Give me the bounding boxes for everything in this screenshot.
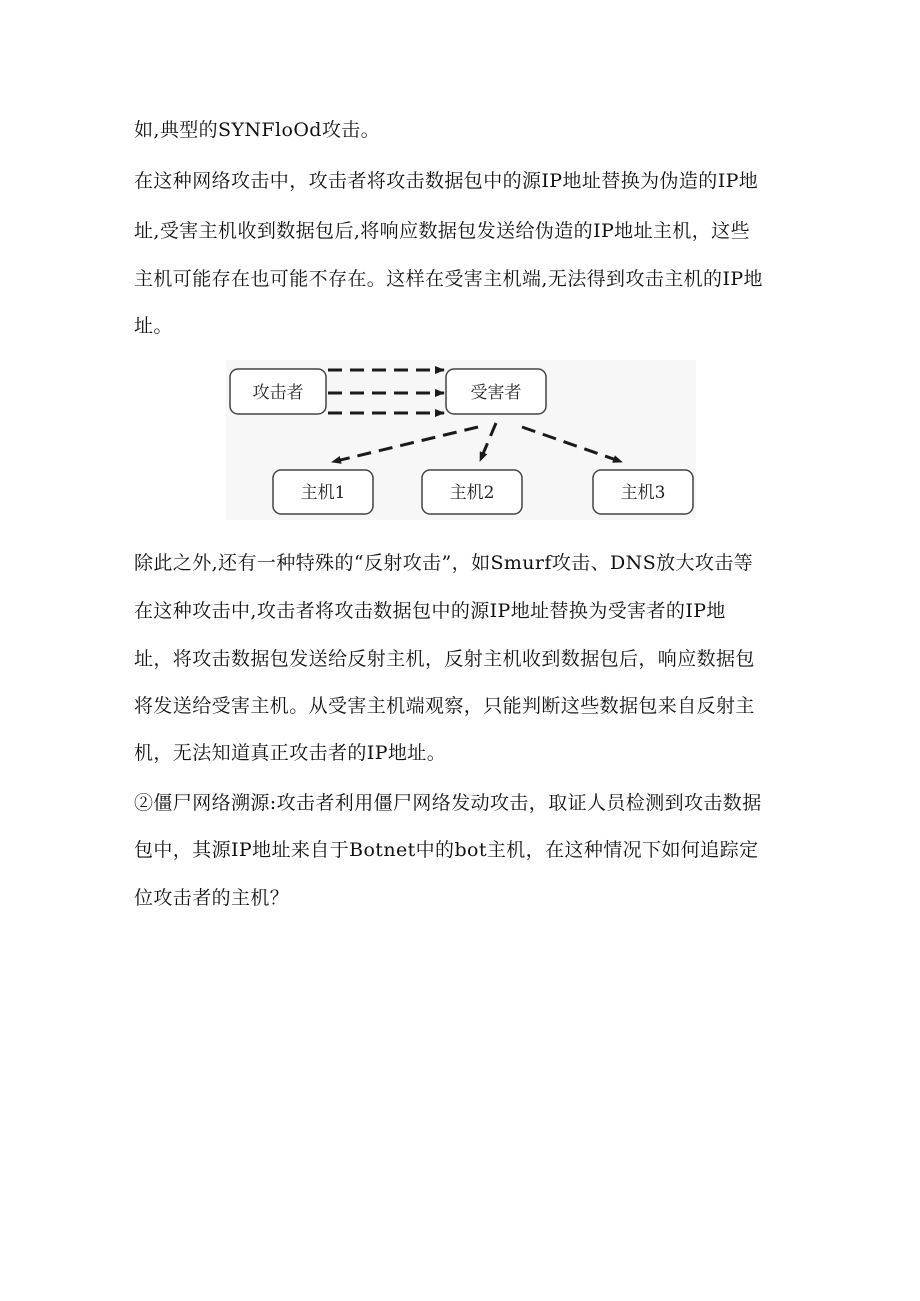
node-host3	[593, 470, 693, 514]
node-host2-label: 主机2	[449, 483, 495, 503]
text-line: 在这种攻击中,攻击者将攻击数据包中的源IP地址替换为受害者的IP地	[134, 600, 726, 622]
node-attacker	[230, 369, 326, 414]
node-host2	[422, 470, 522, 514]
text-line: 在这种网络攻击中，攻击者将攻击数据包中的源IP地址替换为伪造的IP地	[134, 170, 759, 192]
node-host1	[273, 470, 373, 514]
text-line: 址,受害主机收到数据包后,将响应数据包发送给伪造的IP地址主机，这些	[134, 220, 750, 242]
text-line: 如,典型的SYNFloOd攻击。	[134, 119, 381, 141]
text-line: 址。	[134, 315, 173, 337]
node-victim	[446, 369, 546, 414]
text-line: 除此之外,还有一种特殊的“反射攻击”，如Smurf攻击、DNS放大攻击等	[134, 552, 754, 574]
text-line: 址，将攻击数据包发送给反射主机，反射主机收到数据包后，响应数据包	[134, 648, 755, 670]
text-line: 主机可能存在也可能不存在。这样在受害主机端,无法得到攻击主机的IP地	[134, 268, 763, 290]
text-line: 将发送给受害主机。从受害主机端观察，只能判断这些数据包来自反射主	[134, 695, 755, 717]
node-host3-label: 主机3	[620, 483, 666, 503]
reflection-attack-diagram	[226, 360, 696, 520]
text-line: ②僵尸网络溯源:攻击者利用僵尸网络发动攻击，取证人员检测到攻击数据	[134, 792, 762, 814]
text-line: 位攻击者的主机？	[134, 887, 290, 909]
node-host1-label: 主机1	[300, 483, 346, 503]
text-line: 包中，其源IP地址来自于Botnet中的bot主机，在这种情况下如何追踪定	[134, 839, 759, 861]
node-victim-label: 受害者	[470, 383, 522, 403]
text-line: 机，无法知道真正攻击者的IP地址。	[134, 742, 447, 764]
node-attacker-label: 攻击者	[252, 383, 304, 403]
